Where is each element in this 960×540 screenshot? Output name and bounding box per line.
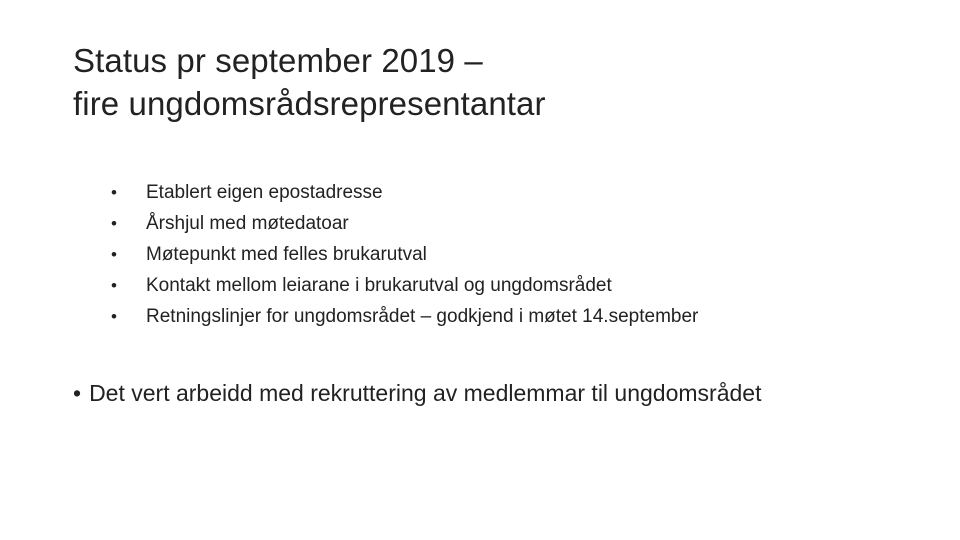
list-item-text: Møtepunkt med felles brukarutval [146, 244, 427, 265]
main-bullet-item [73, 376, 761, 410]
bullet-icon: • [111, 276, 117, 295]
list-item-text: Årshjul med møtedatoar [146, 213, 349, 234]
list-item [109, 208, 698, 239]
list-item-text: Kontakt mellom leiarane i brukarutval og ungdomsrådet [146, 275, 612, 296]
list-item [109, 270, 698, 301]
list-item [109, 239, 698, 270]
list-item [109, 177, 698, 208]
list-item-text: Retningslinjer for ungdomsrådet – godkjend i møtet 14.september [146, 306, 699, 327]
list-item [109, 301, 698, 332]
bullet-icon: • [111, 307, 117, 326]
bullet-icon: • [111, 183, 117, 202]
slide-title-line-1: Status pr september 2019 – [73, 42, 483, 80]
sub-bullet-list [109, 177, 698, 332]
slide-title-line-2: fire ungdomsrådsrepresentantar [73, 85, 546, 123]
slide-title [73, 39, 893, 125]
bullet-icon: • [111, 245, 117, 264]
bullet-icon: • [111, 214, 117, 233]
bullet-icon: • [73, 380, 82, 406]
main-bullet-text: Det vert arbeidd med rekruttering av medlemmar til ungdomsrådet [89, 380, 762, 406]
list-item-text: Etablert eigen epostadresse [146, 182, 383, 203]
